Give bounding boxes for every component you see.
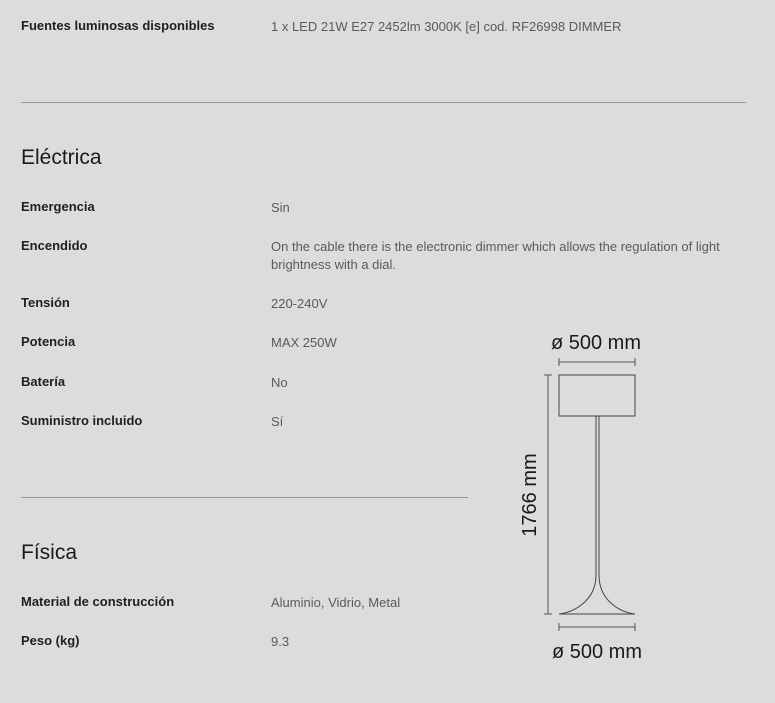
section-divider [21,497,468,498]
top-width-label: ø 500 mm [550,332,642,354]
lamp-stem [596,416,599,575]
lamp-dimension-diagram [505,320,665,670]
spec-value: Sin [271,200,290,215]
spec-label: Material de construcción [21,594,175,609]
spec-value: No [271,375,288,390]
spec-value: 220-240V [271,296,328,311]
top-dimension-line [559,358,635,366]
spec-label: Peso (kg) [21,633,80,648]
section-title-physical: Física [21,541,78,564]
spec-label: Suministro incluido [21,413,143,428]
section-title-electrical: Eléctrica [21,146,102,169]
height-label: 1766 mm [519,453,541,537]
lamp-base [559,575,635,614]
spec-label: Batería [21,374,66,389]
spec-label: Potencia [21,334,76,349]
spec-label: Encendido [21,238,88,253]
spec-value: Sí [271,414,284,429]
spec-label: Tensión [21,295,70,310]
spec-value: Aluminio, Vidrio, Metal [271,595,401,610]
spec-value: 1 x LED 21W E27 2452lm 3000K [e] cod. RF26998 DIMMER [271,19,622,34]
height-dimension-line [544,375,552,614]
section-divider [21,102,746,103]
base-dimension-line [559,623,635,631]
spec-label: Emergencia [21,199,95,214]
spec-value: MAX 250W [271,335,337,350]
spec-label: Fuentes luminosas disponibles [21,18,215,33]
spec-value: On the cable there is the electronic dimmer which allows the regulation of light brightness with a dial. [271,239,720,272]
base-width-label: ø 500 mm [551,641,643,663]
spec-value: 9.3 [271,634,290,649]
lamp-shade [559,375,635,416]
